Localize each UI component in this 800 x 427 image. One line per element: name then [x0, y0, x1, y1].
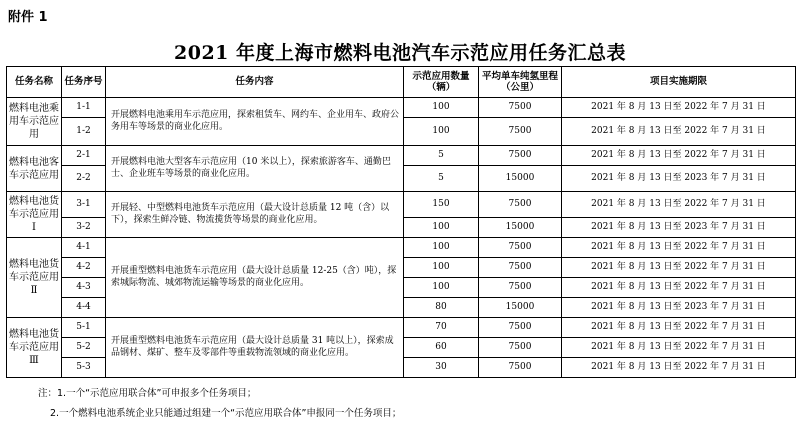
- period-cell: 2021 年 8 月 13 日至 2022 年 7 月 31 日: [562, 278, 796, 298]
- period-cell: 2021 年 8 月 13 日至 2023 年 7 月 31 日: [562, 218, 796, 238]
- task-no-cell: 5-3: [62, 358, 106, 378]
- period-cell: 2021 年 8 月 13 日至 2022 年 7 月 31 日: [562, 192, 796, 218]
- header-mileage: 平均单车纯氢里程（公里）: [479, 67, 562, 98]
- category-cell: 燃料电池乘用车示范应用: [7, 98, 62, 146]
- period-cell: 2021 年 8 月 13 日至 2022 年 7 月 31 日: [562, 258, 796, 278]
- mileage-cell: 7500: [479, 318, 562, 338]
- header-period: 项目实施期限: [562, 67, 796, 98]
- table-row: [7, 146, 796, 166]
- header-content: 任务内容: [106, 67, 404, 98]
- quantity-cell: 70: [404, 318, 479, 338]
- category-cell: 燃料电池客车示范应用: [7, 146, 62, 192]
- header-quantity: 示范应用数量（辆）: [404, 67, 479, 98]
- period-cell: 2021 年 8 月 13 日至 2022 年 7 月 31 日: [562, 238, 796, 258]
- period-cell: 2021 年 8 月 13 日至 2022 年 7 月 31 日: [562, 98, 796, 118]
- period-cell: 2021 年 8 月 13 日至 2022 年 7 月 31 日: [562, 118, 796, 146]
- quantity-cell: 100: [404, 278, 479, 298]
- note-line: 注：1.一个“示范应用联合体”可申报多个任务项目；: [38, 388, 257, 399]
- quantity-cell: 5: [404, 146, 479, 166]
- mileage-cell: 7500: [479, 146, 562, 166]
- header-category: 任务名称: [7, 67, 62, 98]
- content-cell: 开展重型燃料电池货车示范应用（最大设计总质量 31 吨以上），探索成品钢材、煤矿、整车及零部件等重载物流领域的商业化应用。: [106, 318, 404, 378]
- period-cell: 2021 年 8 月 13 日至 2022 年 7 月 31 日: [562, 358, 796, 378]
- content-cell: 开展重型燃料电池货车示范应用（最大设计总质量 12-25（含）吨），探索城际物流、城郊物流运输等场景的商业化应用。: [106, 238, 404, 318]
- task-no-cell: 4-4: [62, 298, 106, 318]
- table-row: [7, 98, 796, 118]
- notes-section: [38, 384, 401, 424]
- category-cell: 燃料电池货车示范应用Ⅰ: [7, 192, 62, 238]
- table-row: [7, 192, 796, 218]
- task-no-cell: 2-2: [62, 166, 106, 192]
- mileage-cell: 7500: [479, 278, 562, 298]
- mileage-cell: 15000: [479, 218, 562, 238]
- page-title: 2021 年度上海市燃料电池汽车示范应用任务汇总表: [174, 42, 626, 64]
- quantity-cell: 100: [404, 98, 479, 118]
- quantity-cell: 30: [404, 358, 479, 378]
- content-cell: 开展燃料电池大型客车示范应用（10 米以上），探索旅游客车、通勤巴士、企业班车等场景的商业化应用。: [106, 146, 404, 192]
- task-no-cell: 1-2: [62, 118, 106, 146]
- category-cell: 燃料电池货车示范应用Ⅱ: [7, 238, 62, 318]
- task-no-cell: 3-1: [62, 192, 106, 218]
- content-cell: 开展燃料电池乘用车示范应用，探索租赁车、网约车、企业用车、政府公务用车等场景的商业化应用。: [106, 98, 404, 146]
- quantity-cell: 100: [404, 218, 479, 238]
- task-no-cell: 2-1: [62, 146, 106, 166]
- mileage-cell: 15000: [479, 166, 562, 192]
- task-no-cell: 3-2: [62, 218, 106, 238]
- table-row: [7, 238, 796, 258]
- table-row: [7, 318, 796, 338]
- task-no-cell: 4-2: [62, 258, 106, 278]
- mileage-cell: 7500: [479, 238, 562, 258]
- task-no-cell: 5-2: [62, 338, 106, 358]
- mileage-cell: 7500: [479, 118, 562, 146]
- quantity-cell: 100: [404, 118, 479, 146]
- mileage-cell: 7500: [479, 358, 562, 378]
- attachment-label: 附件 1: [8, 10, 48, 25]
- mileage-cell: 7500: [479, 98, 562, 118]
- quantity-cell: 5: [404, 166, 479, 192]
- mileage-cell: 15000: [479, 298, 562, 318]
- task-no-cell: 5-1: [62, 318, 106, 338]
- period-cell: 2021 年 8 月 13 日至 2023 年 7 月 31 日: [562, 166, 796, 192]
- mileage-cell: 7500: [479, 258, 562, 278]
- period-cell: 2021 年 8 月 13 日至 2023 年 7 月 31 日: [562, 298, 796, 318]
- task-no-cell: 1-1: [62, 98, 106, 118]
- quantity-cell: 100: [404, 258, 479, 278]
- task-summary-table: [6, 66, 796, 378]
- period-cell: 2021 年 8 月 13 日至 2022 年 7 月 31 日: [562, 146, 796, 166]
- category-cell: 燃料电池货车示范应用Ⅲ: [7, 318, 62, 378]
- quantity-cell: 60: [404, 338, 479, 358]
- header-task-no: 任务序号: [62, 67, 106, 98]
- mileage-cell: 7500: [479, 192, 562, 218]
- note-line: 2.一个燃料电池系统企业只能通过组建一个“示范应用联合体”申报同一个任务项目；: [50, 408, 402, 419]
- task-no-cell: 4-1: [62, 238, 106, 258]
- content-cell: 开展轻、中型燃料电池货车示范应用（最大设计总质量 12 吨（含）以下），探索生鲜冷链、物流揽货等场景的商业化应用。: [106, 192, 404, 238]
- period-cell: 2021 年 8 月 13 日至 2022 年 7 月 31 日: [562, 338, 796, 358]
- mileage-cell: 7500: [479, 338, 562, 358]
- quantity-cell: 80: [404, 298, 479, 318]
- period-cell: 2021 年 8 月 13 日至 2022 年 7 月 31 日: [562, 318, 796, 338]
- task-no-cell: 4-3: [62, 278, 106, 298]
- quantity-cell: 150: [404, 192, 479, 218]
- quantity-cell: 100: [404, 238, 479, 258]
